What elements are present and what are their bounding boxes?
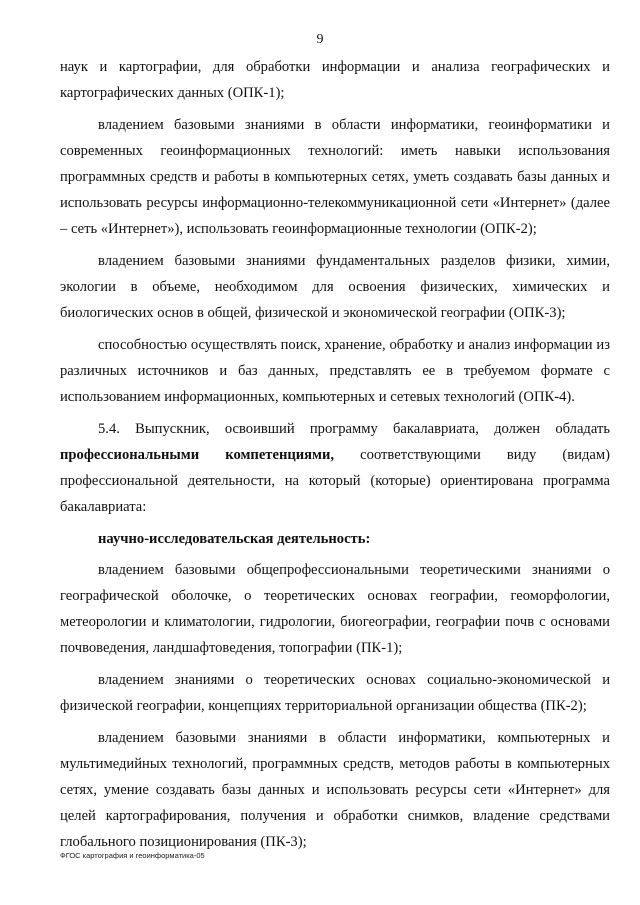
paragraph-opk-1-tail: наук и картографии, для обработки информации и анализа географических и картографических данных (ОПК-1); xyxy=(60,59,610,101)
paragraph-section-5-4 xyxy=(60,416,610,520)
paragraph-pk-3: владением базовыми знаниями в области информатики, компьютерных и мультимедийных технологий, программных средств, методов работы в компьютерных сетях, умение создавать базы данных и использовать ресурсы сети «Интернет» для целей картографирования, получения и обработки снимков, владение средствами глобального позиционирования (ПК-3); xyxy=(60,730,610,850)
section-5-4-lead: 5.4. Выпускник, освоивший программу бакалавриата, должен обладать xyxy=(98,421,610,437)
paragraph-opk-4: способностью осуществлять поиск, хранение, обработку и анализ информации из различных источников и баз данных, представлять ее в требуемом формате с использованием информационных, компьютерных и сетевых технологий (ОПК-4). xyxy=(60,337,610,405)
paragraph-opk-2: владением базовыми знаниями в области информатики, геоинформатики и современных геоинформационных технологий: иметь навыки использования программных средств и работы в компьютерных сетях, уметь создавать базы данных и использовать ресурсы информационно-телекоммуникационной сети «Интернет» (далее – сеть «Интернет»), использовать геоинформационные технологии (ОПК-2); xyxy=(60,117,610,237)
section-5-4-bold: профессиональными компетенциями, xyxy=(60,447,335,463)
paragraph-pk-2: владением знаниями о теоретических основах социально-экономической и физической географии, концепциях территориальной организации общества (ПК-2); xyxy=(60,672,610,714)
paragraph-opk-3: владением базовыми знаниями фундаментальных разделов физики, химии, экологии в объеме, необходимом для освоения физических, химических и биологических основ в общей, физической и экономической географии (ОПК-3); xyxy=(60,253,610,321)
section-5-4-rest: соответствующими виду (видам) профессиональной деятельности, на который (которые) ориентирована программа бакалавриата: xyxy=(60,447,610,515)
paragraph-pk-1: владением базовыми общепрофессиональными теоретическими знаниями о географической оболочке, о теоретических основах географии, геоморфологии, метеорологии и климатологии, гидрологии, биогеографии, географии почв с основами почвоведения, ландшафтоведения, топографии (ПК-1); xyxy=(60,562,610,656)
section-heading: научно-исследовательская деятельность: xyxy=(98,531,371,547)
footer-text: ФГОС картография и геоинформатика-05 xyxy=(60,851,205,860)
page-number: 9 xyxy=(316,32,324,47)
document-body xyxy=(60,54,610,861)
